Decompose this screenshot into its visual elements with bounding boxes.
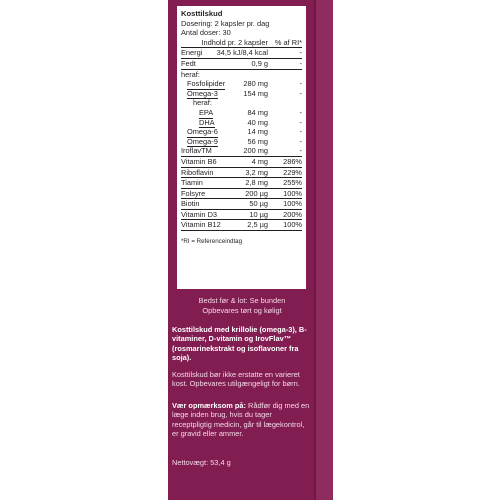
row-ri: 286% [283, 156, 302, 166]
row-amount: 2,5 µg [247, 220, 268, 230]
row-amount: 200 mg [243, 146, 268, 156]
row-ri: 229% [283, 167, 302, 177]
row-amount: 4 mg [251, 156, 268, 166]
row-name: Fosfolipider [187, 79, 226, 89]
row-ri: - [299, 117, 302, 127]
row-name: Biotin [181, 199, 200, 209]
storage-text: Opbevares tørt og køligt [202, 306, 282, 315]
row-amount: 40 mg [247, 117, 268, 127]
row-name: Vitamin D3 [181, 209, 218, 219]
table-row [181, 189, 302, 200]
row-amount: 2,8 mg [245, 178, 268, 188]
row-ri: 100% [283, 220, 302, 230]
row-ri: - [299, 88, 302, 98]
table-row [181, 157, 302, 168]
warning-label: Vær opmærksom på: [172, 401, 246, 410]
label-title: Kosttilskud [181, 9, 223, 18]
warning-text: Kosttilskud bør ikke erstatte en varieret kost. Opbevares utilgængeligt for børn. [172, 370, 300, 389]
table-row [181, 168, 302, 179]
net-weight: Nettovægt: 53,4 g [172, 458, 231, 467]
table-row [181, 79, 302, 89]
table-row [181, 137, 302, 147]
row-amount: 154 mg [243, 88, 268, 98]
product-description: Kosttilskud med krillolie (omega-3), B-vitaminer, D-vitamin og IrovFlav™ (rosmarinekstrakt og isoflavoner fra soja). [172, 325, 307, 363]
table-row [181, 89, 302, 99]
row-name: Omega-9 [187, 136, 218, 146]
row-name: Vitamin B12 [181, 220, 221, 230]
table-row [181, 146, 302, 157]
doses-text: Antal doser: 30 [181, 28, 231, 38]
dosage-text: Dosering: 2 kapsler pr. dag [181, 18, 270, 28]
row-name: Omega-3 [187, 88, 218, 98]
row-ri: 200% [283, 209, 302, 219]
row-ri: 100% [283, 199, 302, 209]
table-row [181, 127, 302, 137]
row-name: Energi [181, 48, 203, 58]
row-ri: - [299, 127, 302, 137]
table-row [181, 70, 302, 80]
row-name: heraf: [193, 98, 212, 108]
table-row [181, 210, 302, 221]
row-ri: - [299, 58, 302, 68]
row-name: heraf: [181, 69, 200, 79]
row-name: Omega-6 [187, 127, 218, 137]
table-row [181, 118, 302, 128]
table-row [181, 108, 302, 118]
row-amount: 84 mg [247, 107, 268, 117]
row-name: DHA [199, 117, 215, 127]
row-amount: 56 mg [247, 136, 268, 146]
table-row [181, 178, 302, 189]
col-content-header: Indhold pr. 2 kapsler [201, 37, 268, 47]
table-row [181, 59, 302, 70]
row-amount: 3,2 mg [245, 167, 268, 177]
row-ri: - [299, 136, 302, 146]
table-row [181, 98, 302, 108]
row-ri: 100% [283, 188, 302, 198]
package-spine [316, 0, 333, 500]
row-ri: - [299, 146, 302, 156]
row-ri: - [299, 107, 302, 117]
row-name: Folsyre [181, 188, 206, 198]
row-name: Riboflavin [181, 167, 214, 177]
row-amount: 280 mg [243, 79, 268, 89]
row-name: Fedt [181, 58, 196, 68]
warning-block [172, 401, 310, 439]
row-name: EPA [199, 107, 214, 117]
row-amount: 200 µg [245, 188, 268, 198]
row-name: Tiamin [181, 178, 203, 188]
row-amount: 10 µg [249, 209, 268, 219]
warning-body: Rådfør dig med en læge inden brug, hvis du tager receptpligtig medicin, går til lægekontrol, er gravid eller ammer. [172, 401, 310, 439]
row-amount: 50 µg [249, 199, 268, 209]
row-ri: - [299, 48, 302, 58]
row-ri: - [299, 79, 302, 89]
nutrition-label [177, 6, 306, 289]
col-ri-header: % af RI* [274, 37, 302, 47]
row-amount: 0,9 g [251, 58, 268, 68]
row-amount: 14 mg [247, 127, 268, 137]
row-amount: 34,5 kJ/8,4 kcal [216, 48, 268, 58]
row-name: Vitamin B6 [181, 156, 217, 166]
ri-footnote: *RI = Referenceindtag [181, 238, 243, 246]
table-header [181, 38, 302, 49]
table-row [181, 199, 302, 210]
row-ri: 255% [283, 178, 302, 188]
table-row [181, 220, 302, 231]
row-name: IroflavTM [181, 146, 212, 156]
best-before-text: Bedst før & lot: Se bunden [198, 296, 286, 305]
table-row [181, 48, 302, 59]
